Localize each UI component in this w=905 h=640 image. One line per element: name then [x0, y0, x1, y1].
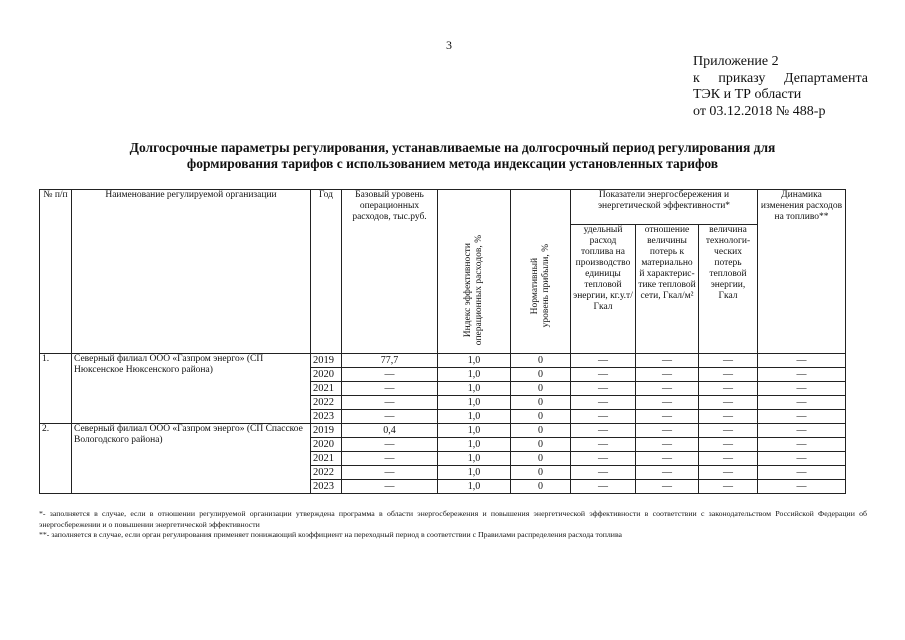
- cell-year: 2021: [311, 382, 342, 396]
- cell-dynamics: —: [758, 452, 846, 466]
- cell-tech-loss: —: [699, 354, 758, 368]
- cell-fuel: —: [571, 452, 636, 466]
- cell-index: 1,0: [438, 410, 511, 424]
- cell-dynamics: —: [758, 368, 846, 382]
- cell-base: —: [342, 382, 438, 396]
- cell-profit: 0: [511, 466, 571, 480]
- cell-base: —: [342, 396, 438, 410]
- cell-base: 77,7: [342, 354, 438, 368]
- cell-base: —: [342, 466, 438, 480]
- header-base: Базовый уровень операционных расходов, тыс.руб.: [342, 190, 438, 354]
- appendix-line4: от 03.12.2018 № 488-р: [693, 103, 826, 119]
- header-year: Год: [311, 190, 342, 354]
- header-dynamics: Динамика изменения расходов на топливо**: [758, 190, 846, 354]
- cell-dynamics: —: [758, 396, 846, 410]
- cell-fuel: —: [571, 382, 636, 396]
- header-profit: Нормативный уровень прибыли, %: [511, 190, 571, 354]
- cell-index: 1,0: [438, 368, 511, 382]
- cell-tech-loss: —: [699, 452, 758, 466]
- cell-profit: 0: [511, 396, 571, 410]
- cell-profit: 0: [511, 480, 571, 494]
- cell-fuel: —: [571, 410, 636, 424]
- cell-tech-loss: —: [699, 396, 758, 410]
- appendix-line2: [693, 71, 868, 88]
- cell-profit: 0: [511, 354, 571, 368]
- cell-index: 1,0: [438, 354, 511, 368]
- cell-year: 2023: [311, 410, 342, 424]
- table-row: [40, 354, 846, 368]
- cell-index: 1,0: [438, 480, 511, 494]
- appendix-block: [693, 54, 868, 120]
- footnotes: [39, 509, 867, 541]
- cell-fuel: —: [571, 466, 636, 480]
- cell-fuel: —: [571, 354, 636, 368]
- cell-index: 1,0: [438, 424, 511, 438]
- cell-loss-ratio: —: [636, 424, 699, 438]
- footnote-2: **- заполняется в случае, если орган регулирования применяет понижающий коэффициент на переходный период в соответствии с Правилами распределения расхода топлива: [39, 530, 623, 539]
- cell-year: 2022: [311, 466, 342, 480]
- cell-tech-loss: —: [699, 368, 758, 382]
- header-row-1: [40, 190, 846, 225]
- appendix-word: к: [693, 70, 700, 86]
- cell-tech-loss: —: [699, 480, 758, 494]
- cell-loss-ratio: —: [636, 452, 699, 466]
- footnote-1: *- заполняется в случае, если в отношении регулируемой организации утверждена программа в области энергосбережения и повышения энергетической эффективности в соответствии с законодательством Российской Федерации об энергосбережении и о повышении энергетической эффективности: [39, 509, 867, 529]
- cell-tech-loss: —: [699, 410, 758, 424]
- cell-fuel: —: [571, 368, 636, 382]
- cell-base: —: [342, 438, 438, 452]
- cell-loss-ratio: —: [636, 438, 699, 452]
- header-indicators: Показатели энергосбережения и энергетической эффективности*: [571, 190, 758, 225]
- cell-dynamics: —: [758, 382, 846, 396]
- cell-base: —: [342, 452, 438, 466]
- cell-fuel: —: [571, 438, 636, 452]
- cell-index: 1,0: [438, 382, 511, 396]
- header-index: Индекс эффективности операционных расходов, %: [438, 190, 511, 354]
- appendix-line1: Приложение 2: [693, 54, 779, 69]
- cell-dynamics: —: [758, 466, 846, 480]
- cell-year: 2023: [311, 480, 342, 494]
- cell-index: 1,0: [438, 466, 511, 480]
- cell-profit: 0: [511, 410, 571, 424]
- header-num: № п/п: [40, 190, 72, 354]
- cell-profit: 0: [511, 368, 571, 382]
- header-org: Наименование регулируемой организации: [72, 190, 311, 354]
- cell-year: 2019: [311, 424, 342, 438]
- cell-tech-loss: —: [699, 424, 758, 438]
- cell-profit: 0: [511, 452, 571, 466]
- cell-profit: 0: [511, 424, 571, 438]
- header-loss-ratio: отношение величины потерь к материально й характерис-тике тепловой сети, Гкал/м²: [636, 225, 699, 354]
- org-number: 2.: [40, 424, 72, 494]
- table-row: [40, 424, 846, 438]
- cell-index: 1,0: [438, 396, 511, 410]
- appendix-line3: ТЭК и ТР области: [693, 87, 802, 102]
- cell-base: —: [342, 410, 438, 424]
- cell-year: 2022: [311, 396, 342, 410]
- cell-loss-ratio: —: [636, 368, 699, 382]
- page-number: 3: [446, 38, 452, 52]
- cell-dynamics: —: [758, 480, 846, 494]
- cell-loss-ratio: —: [636, 480, 699, 494]
- cell-index: 1,0: [438, 438, 511, 452]
- cell-year: 2020: [311, 438, 342, 452]
- cell-tech-loss: —: [699, 466, 758, 480]
- cell-tech-loss: —: [699, 382, 758, 396]
- cell-dynamics: —: [758, 354, 846, 368]
- cell-loss-ratio: —: [636, 382, 699, 396]
- cell-tech-loss: —: [699, 438, 758, 452]
- title-line1: Долгосрочные параметры регулирования, устанавливаемые на долгосрочный период регулирования для: [129, 140, 776, 155]
- cell-year: 2019: [311, 354, 342, 368]
- cell-year: 2020: [311, 368, 342, 382]
- cell-base: 0,4: [342, 424, 438, 438]
- appendix-word: приказу: [718, 70, 766, 86]
- cell-loss-ratio: —: [636, 396, 699, 410]
- cell-fuel: —: [571, 396, 636, 410]
- cell-dynamics: —: [758, 410, 846, 424]
- org-name: Северный филиал ООО «Газпром энерго» (СП Нюксенское Нюксенского района): [72, 354, 311, 424]
- cell-fuel: —: [571, 480, 636, 494]
- header-tech-loss: величина технологи-ческих потерь тепловой энергии, Гкал: [699, 225, 758, 354]
- cell-index: 1,0: [438, 452, 511, 466]
- cell-base: —: [342, 368, 438, 382]
- org-name: Северный филиал ООО «Газпром энерго» (СП Спасское Вологодского района): [72, 424, 311, 494]
- org-number: 1.: [40, 354, 72, 424]
- cell-year: 2021: [311, 452, 342, 466]
- cell-dynamics: —: [758, 424, 846, 438]
- cell-base: —: [342, 480, 438, 494]
- parameters-table: [39, 189, 846, 494]
- cell-loss-ratio: —: [636, 410, 699, 424]
- cell-dynamics: —: [758, 438, 846, 452]
- title-line2: формирования тарифов с использованием метода индексации установленных тарифов: [186, 156, 719, 171]
- cell-loss-ratio: —: [636, 354, 699, 368]
- document-title: [60, 140, 845, 172]
- header-fuel: удельный расход топлива на производство единицы тепловой энергии, кг.у.т/Гкал: [571, 225, 636, 354]
- cell-profit: 0: [511, 438, 571, 452]
- appendix-word: Департамента: [783, 70, 868, 86]
- cell-fuel: —: [571, 424, 636, 438]
- cell-loss-ratio: —: [636, 466, 699, 480]
- cell-profit: 0: [511, 382, 571, 396]
